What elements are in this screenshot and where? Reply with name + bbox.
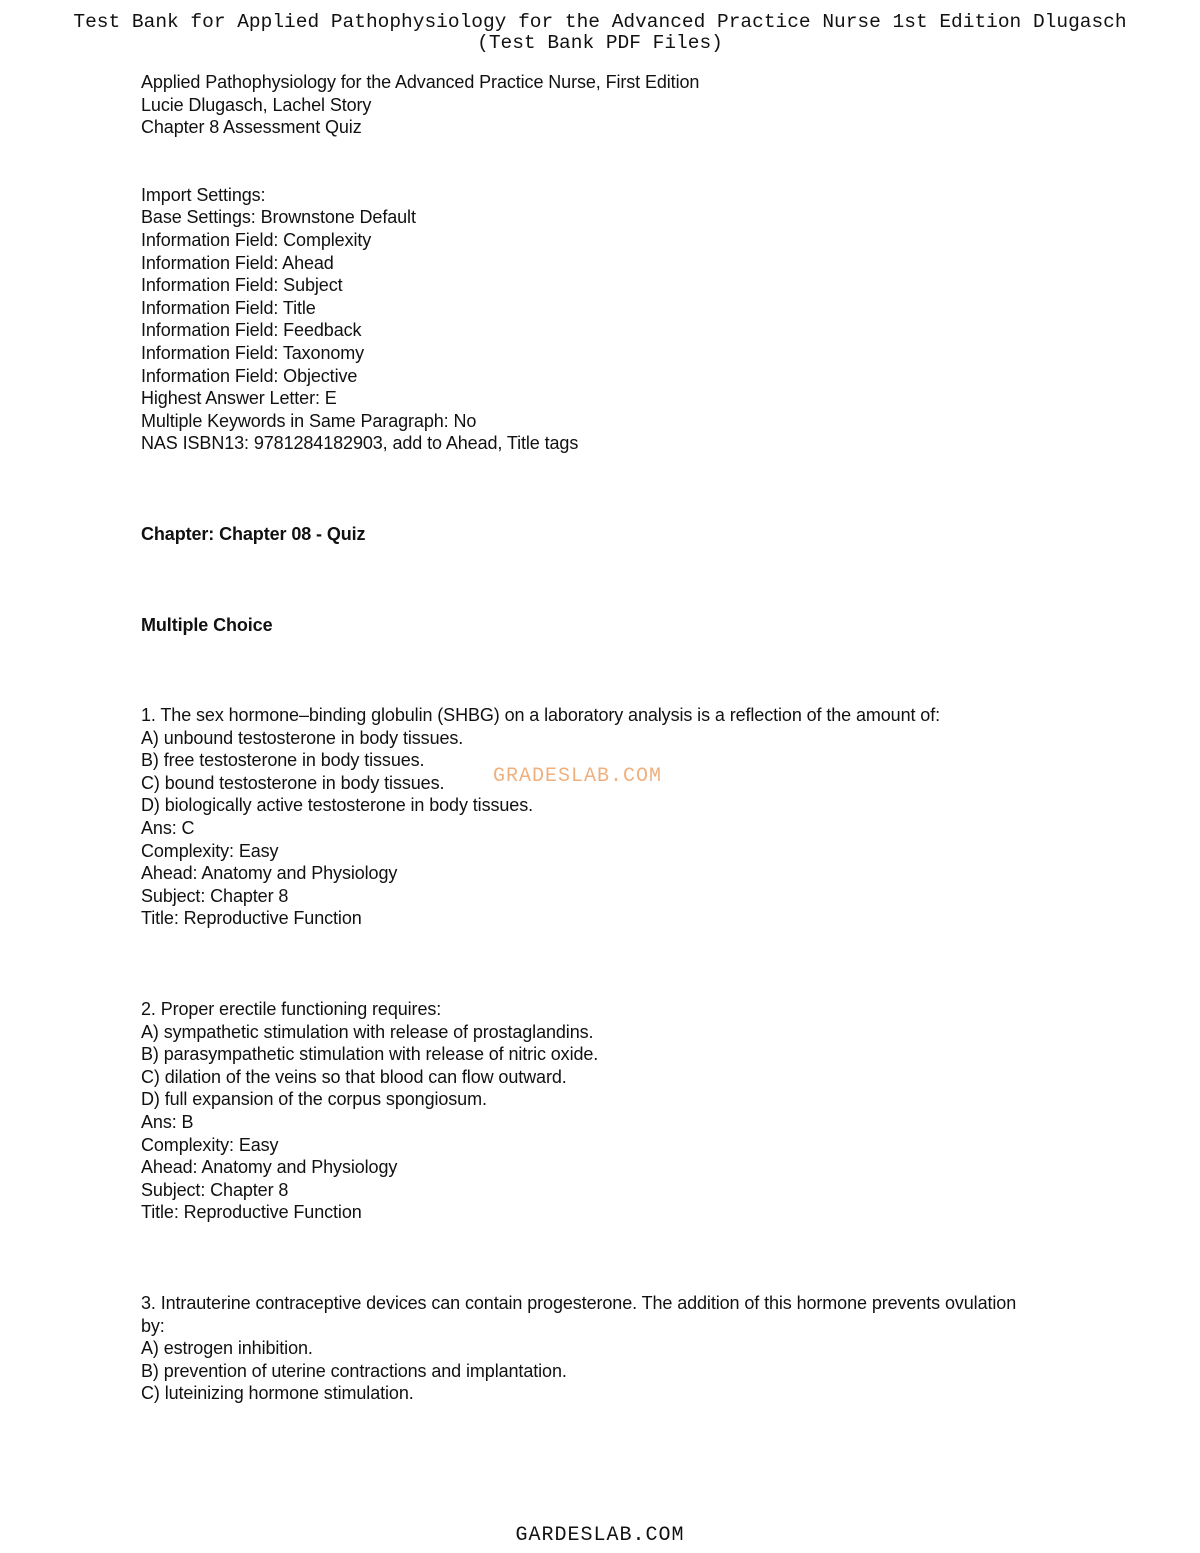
- answer-option: C) bound testosterone in body tissues.: [141, 772, 445, 793]
- answer-option: D) biologically active testosterone in body tissues.: [141, 795, 533, 816]
- book-title: Applied Pathophysiology for the Advanced Practice Nurse, First Edition: [141, 72, 700, 92]
- answer-option: C) luteinizing hormone stimulation.: [141, 1383, 414, 1404]
- answer-option: B) parasympathetic stimulation with release of nitric oxide.: [141, 1044, 599, 1065]
- settings-line: NAS ISBN13: 9781284182903, add to Ahead, Title tags: [141, 433, 579, 454]
- document-body: [141, 71, 1141, 1405]
- settings-line: Multiple Keywords in Same Paragraph: No: [141, 410, 477, 431]
- settings-line: Base Settings: Brownstone Default: [141, 207, 416, 228]
- page-footer: GARDESLAB.COM: [515, 1524, 685, 1547]
- question-stem: 3. Intrauterine contraceptive devices can contain progesterone. The addition of this hormone prevents ovulation by:: [141, 1292, 1017, 1336]
- import-settings: [141, 184, 1141, 455]
- answer-option: D) full expansion of the corpus spongiosum.: [141, 1089, 487, 1110]
- subject-field: Subject: Chapter 8: [141, 1179, 289, 1200]
- ahead-field: Ahead: Anatomy and Physiology: [141, 1157, 398, 1178]
- header-title: Test Bank for Applied Pathophysiology for the Advanced Practice Nurse 1st Edition Dlugasch: [73, 11, 1127, 33]
- settings-line: Information Field: Subject: [141, 275, 343, 296]
- answer-option: A) sympathetic stimulation with release of prostaglandins.: [141, 1021, 594, 1042]
- settings-line: Information Field: Title: [141, 297, 316, 318]
- question-stem: 2. Proper erectile functioning requires:: [141, 999, 442, 1020]
- subject-field: Subject: Chapter 8: [141, 885, 289, 906]
- title-field: Title: Reproductive Function: [141, 1202, 362, 1223]
- question-1: [141, 704, 1141, 930]
- page-header: [0, 12, 1200, 54]
- answer-option: A) estrogen inhibition.: [141, 1338, 313, 1359]
- quiz-title: Chapter 8 Assessment Quiz: [141, 117, 362, 138]
- book-authors: Lucie Dlugasch, Lachel Story: [141, 94, 372, 115]
- settings-line: Information Field: Feedback: [141, 320, 362, 341]
- answer-key: Ans: C: [141, 818, 195, 839]
- complexity-field: Complexity: Easy: [141, 1134, 279, 1155]
- watermark-text: GRADESLAB.COM: [493, 765, 663, 788]
- question-3: [141, 1292, 1141, 1405]
- chapter-heading: Chapter: Chapter 08 - Quiz: [141, 523, 366, 544]
- answer-option: B) free testosterone in body tissues.: [141, 750, 425, 771]
- settings-line: Information Field: Complexity: [141, 229, 372, 250]
- answer-option: B) prevention of uterine contractions and implantation.: [141, 1360, 567, 1381]
- section-heading: Multiple Choice: [141, 614, 273, 635]
- complexity-field: Complexity: Easy: [141, 840, 279, 861]
- settings-line: Information Field: Objective: [141, 365, 358, 386]
- answer-key: Ans: B: [141, 1112, 194, 1132]
- answer-option: A) unbound testosterone in body tissues.: [141, 727, 464, 748]
- question-stem: 1. The sex hormone–binding globulin (SHBG) on a laboratory analysis is a reflection of the amount of:: [141, 705, 941, 726]
- answer-option: C) dilation of the veins so that blood can flow outward.: [141, 1066, 567, 1087]
- question-2: [141, 998, 1141, 1224]
- ahead-field: Ahead: Anatomy and Physiology: [141, 863, 398, 884]
- header-subtitle: (Test Bank PDF Files): [477, 32, 723, 54]
- settings-line: Import Settings:: [141, 184, 266, 205]
- title-field: Title: Reproductive Function: [141, 908, 362, 929]
- settings-line: Information Field: Taxonomy: [141, 342, 365, 363]
- settings-line: Highest Answer Letter: E: [141, 388, 337, 409]
- settings-line: Information Field: Ahead: [141, 252, 334, 273]
